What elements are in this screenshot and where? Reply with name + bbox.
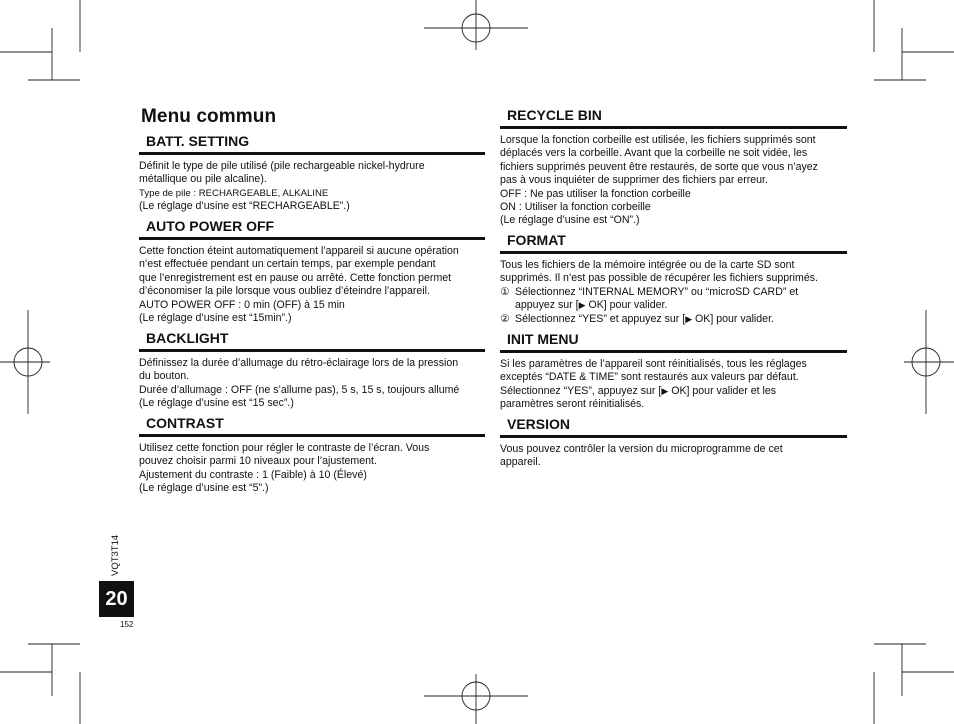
body-line: (Le réglage d’usine est “RECHARGEABLE”.) [139,200,350,213]
play-triangle-icon: ▶ [578,300,586,311]
body-line: Lorsque la fonction corbeille est utilisée, les fichiers supprimés sont [500,134,816,146]
section-heading: BACKLIGHT [139,330,485,352]
section-init-menu [500,331,847,412]
step-item [500,313,847,326]
section-body [139,155,485,214]
body-line: Définissez la durée d’allumage du rétro-éclairage lors de la pression [139,357,459,369]
section-body [139,437,485,496]
section-version [500,416,847,470]
body-line: pas à vous inquiéter de supprimer des fichiers par erreur. [500,174,768,187]
section-heading: CONTRAST [139,415,485,437]
body-line: Type de pile : RECHARGEABLE, ALKALINE [139,187,329,199]
page-title: Menu commun [141,106,277,127]
step-number: ① [500,285,510,298]
section-batt-setting [139,133,485,214]
step-text [515,313,774,326]
section-body [139,352,485,411]
section-body [500,129,847,228]
body-line: (Le réglage d’usine est “15 sec”.) [139,397,294,410]
body-line: Si les paramètres de l’appareil sont réinitialisés, tous les réglages [500,358,807,370]
body-line: paramètres seront réinitialisés. [500,398,645,411]
section-heading: FORMAT [500,232,847,254]
section-backlight [139,330,485,411]
body-line: Durée d’allumage : OFF (ne s’allume pas), 5 s, 15 s, toujours allumé [139,383,460,396]
body-line: d’économiser la pile lorsque vous oubliez d’éteindre l’appareil. [139,285,430,298]
body-line: métallique ou pile alcaline). [139,173,267,186]
body-line: pouvez choisir parmi 10 niveaux pour l’ajustement. [139,455,377,468]
body-line: Utilisez cette fonction pour régler le contraste de l’écran. Vous [139,442,430,454]
step-line: OK] pour valider. [585,299,668,312]
body-text: Sélectionnez “YES”, appuyez sur [ [500,384,662,397]
model-code: VQT3T14 [110,534,121,576]
section-heading: BATT. SETTING [139,133,485,155]
step-item [500,286,847,313]
body-line [500,385,847,398]
body-line: (Le réglage d’usine est “ON”.) [500,214,640,227]
step-line: OK] pour valider. [692,312,774,325]
body-line: Vous pouvez contrôler la version du microprogramme de cet [500,443,783,455]
body-line: Cette fonction éteint automatiquement l’appareil si aucune opération [139,245,459,257]
section-recycle-bin [500,107,847,228]
body-line: (Le réglage d’usine est “5”.) [139,482,269,495]
body-line: du bouton. [139,370,190,383]
section-body [500,353,847,412]
section-heading: RECYCLE BIN [500,107,847,129]
section-format [500,232,847,326]
body-line: (Le réglage d’usine est “15min”.) [139,312,292,325]
body-line: que l’enregistrement est en pause ou arrêté. Cette fonction permet [139,271,452,284]
step-line: Sélectionnez “YES” et appuyez sur [ [515,312,686,325]
body-line: Ajustement du contraste : 1 (Faible) à 10 (Élevé) [139,468,367,481]
step-line: appuyez sur [ [515,299,579,312]
body-line: OFF : Ne pas utiliser la fonction corbeille [500,187,691,200]
body-line: supprimés. Il n’est pas possible de récupérer les fichiers supprimés. [500,272,818,285]
play-triangle-icon: ▶ [661,385,669,396]
step-text [515,286,798,313]
section-heading: INIT MENU [500,331,847,353]
body-line: n’est effectuée pendant un certain temps, par exemple pendant [139,258,436,271]
section-body [139,240,485,325]
step-line: Sélectionnez “INTERNAL MEMORY” ou “microSD CARD” et [515,285,799,298]
body-text: OK] pour valider et les [668,384,777,397]
body-line: exceptés “DATE & TIME” sont restaurés aux valeurs par défaut. [500,371,799,384]
body-line: fichiers supprimés peuvent être restaurés, de sorte que vous n’ayez [500,160,818,173]
body-line: appareil. [500,456,541,469]
section-heading: VERSION [500,416,847,438]
section-auto-power-off [139,218,485,325]
section-body [500,254,847,326]
play-triangle-icon: ▶ [685,313,693,324]
section-heading: AUTO POWER OFF [139,218,485,240]
section-body [500,438,847,470]
body-line: Tous les fichiers de la mémoire intégrée ou de la carte SD sont [500,259,795,271]
section-contrast [139,415,485,496]
page-number-tab: 20 [99,581,134,617]
body-line: déplacés vers la corbeille. Avant que la corbeille ne soit vidée, les [500,147,808,160]
step-number: ② [500,312,510,325]
body-line: ON : Utiliser la fonction corbeille [500,201,651,214]
body-line: Définit le type de pile utilisé (pile rechargeable nickel-hydrure [139,160,425,172]
body-line: AUTO POWER OFF : 0 min (OFF) à 15 min [139,298,345,311]
absolute-page-number: 152 [120,620,134,629]
